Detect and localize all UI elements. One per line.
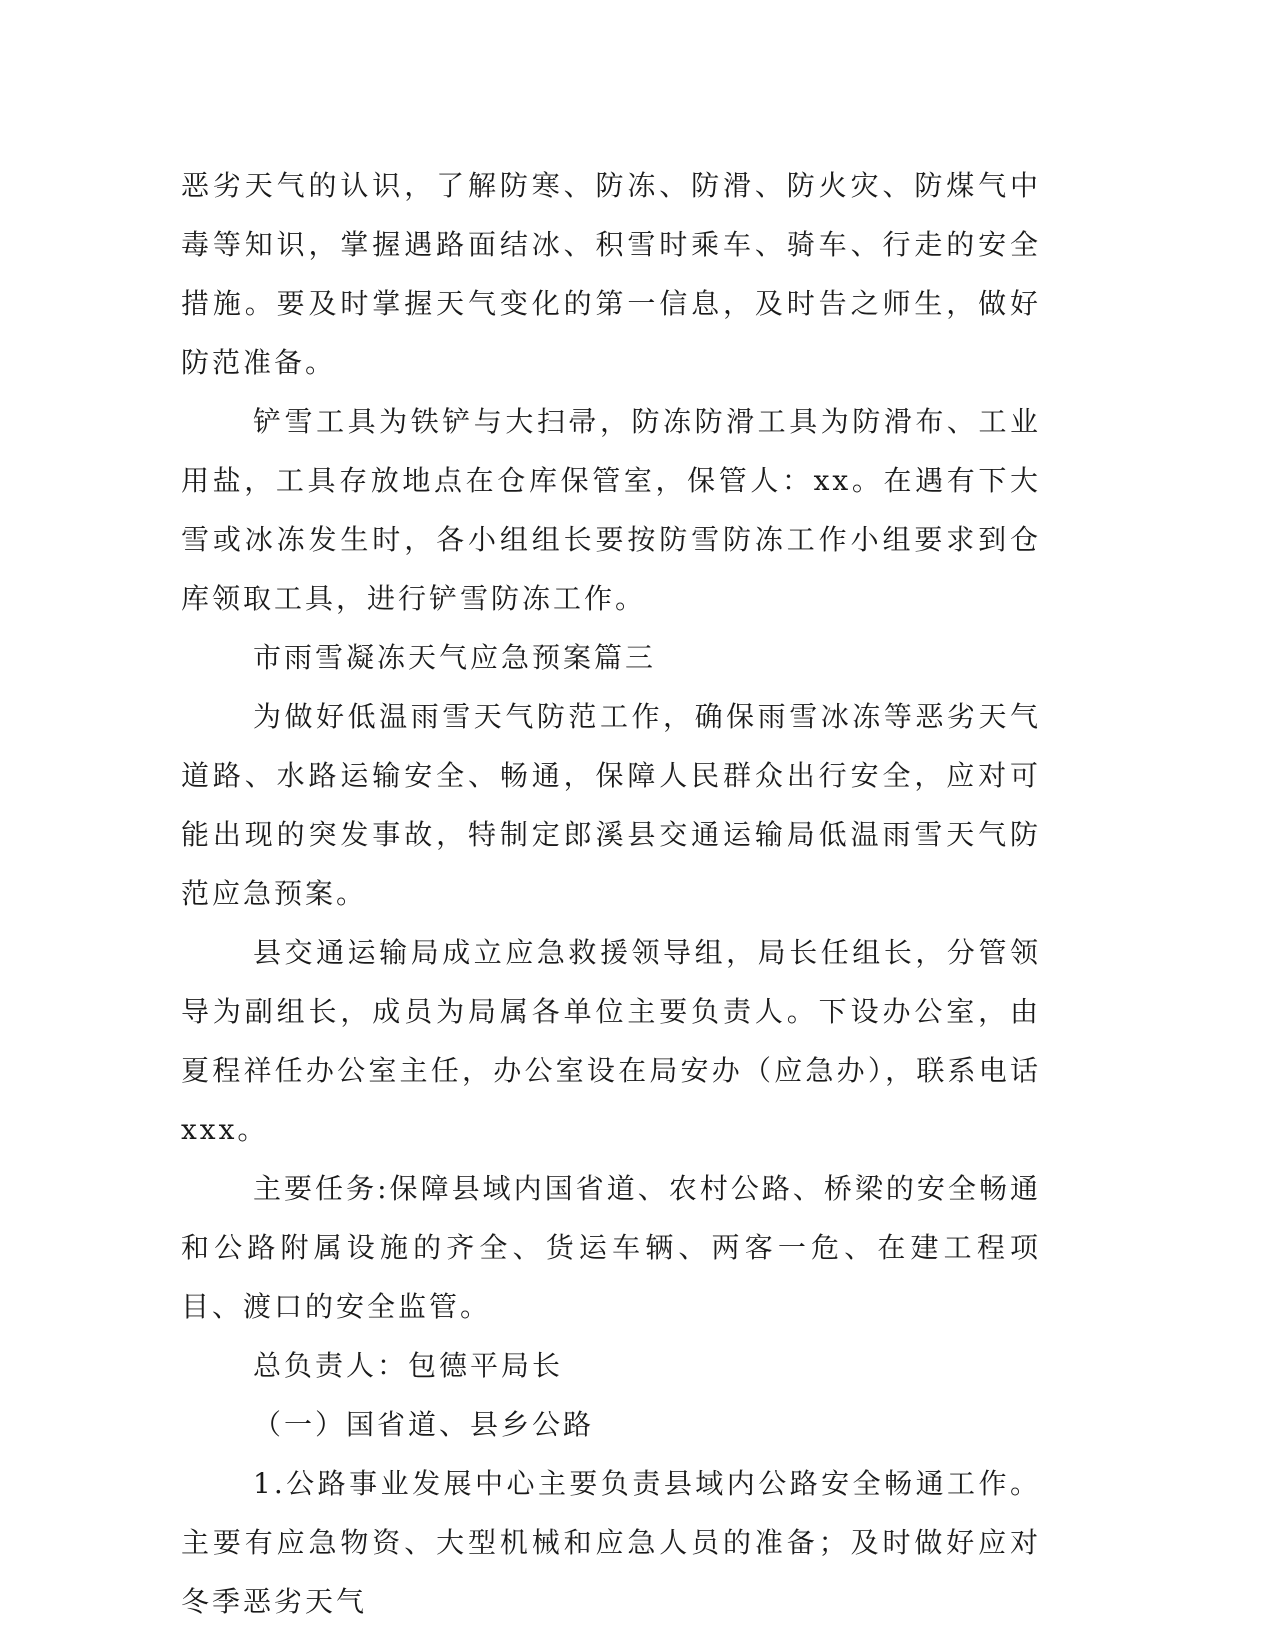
paragraph: 县交通运输局成立应急救援领导组，局长任组长，分管领导为副组长，成员为局属各单位主要负责人。下设办公室，由夏程祥任办公室主任，办公室设在局安办（应急办），联系电话xxx。 [181,936,1041,1146]
paragraph: 1.公路事业发展中心主要负责县域内公路安全畅通工作。主要有应急物资、大型机械和应急人员的准备；及时做好应对冬季恶劣天气 [181,1467,1041,1618]
paragraph: 总负责人：包德平局长 [253,1349,564,1382]
paragraph: 主要任务:保障县域内国省道、农村公路、桥梁的安全畅通和公路附属设施的齐全、货运车辆、两客一危、在建工程项目、渡口的安全监管。 [181,1172,1041,1323]
document-page [181,156,1041,1631]
subsection-heading: （一）国省道、县乡公路 [253,1408,595,1441]
paragraph: 铲雪工具为铁铲与大扫帚，防冻防滑工具为防滑布、工业用盐，工具存放地点在仓库保管室，保管人：xx。在遇有下大雪或冰冻发生时，各小组组长要按防雪防冻工作小组要求到仓库领取工具，进行铲雪防冻工作。 [181,405,1041,615]
paragraph: 为做好低温雨雪天气防范工作，确保雨雪冰冻等恶劣天气道路、水路运输安全、畅通，保障人民群众出行安全，应对可能出现的突发事故，特制定郎溪县交通运输局低温雨雪天气防范应急预案。 [181,700,1041,910]
section-heading: 市雨雪凝冻天气应急预案篇三 [253,641,657,674]
paragraph: 恶劣天气的认识，了解防寒、防冻、防滑、防火灾、防煤气中毒等知识，掌握遇路面结冰、积雪时乘车、骑车、行走的安全措施。要及时掌握天气变化的第一信息，及时告之师生，做好防范准备。 [181,169,1041,379]
